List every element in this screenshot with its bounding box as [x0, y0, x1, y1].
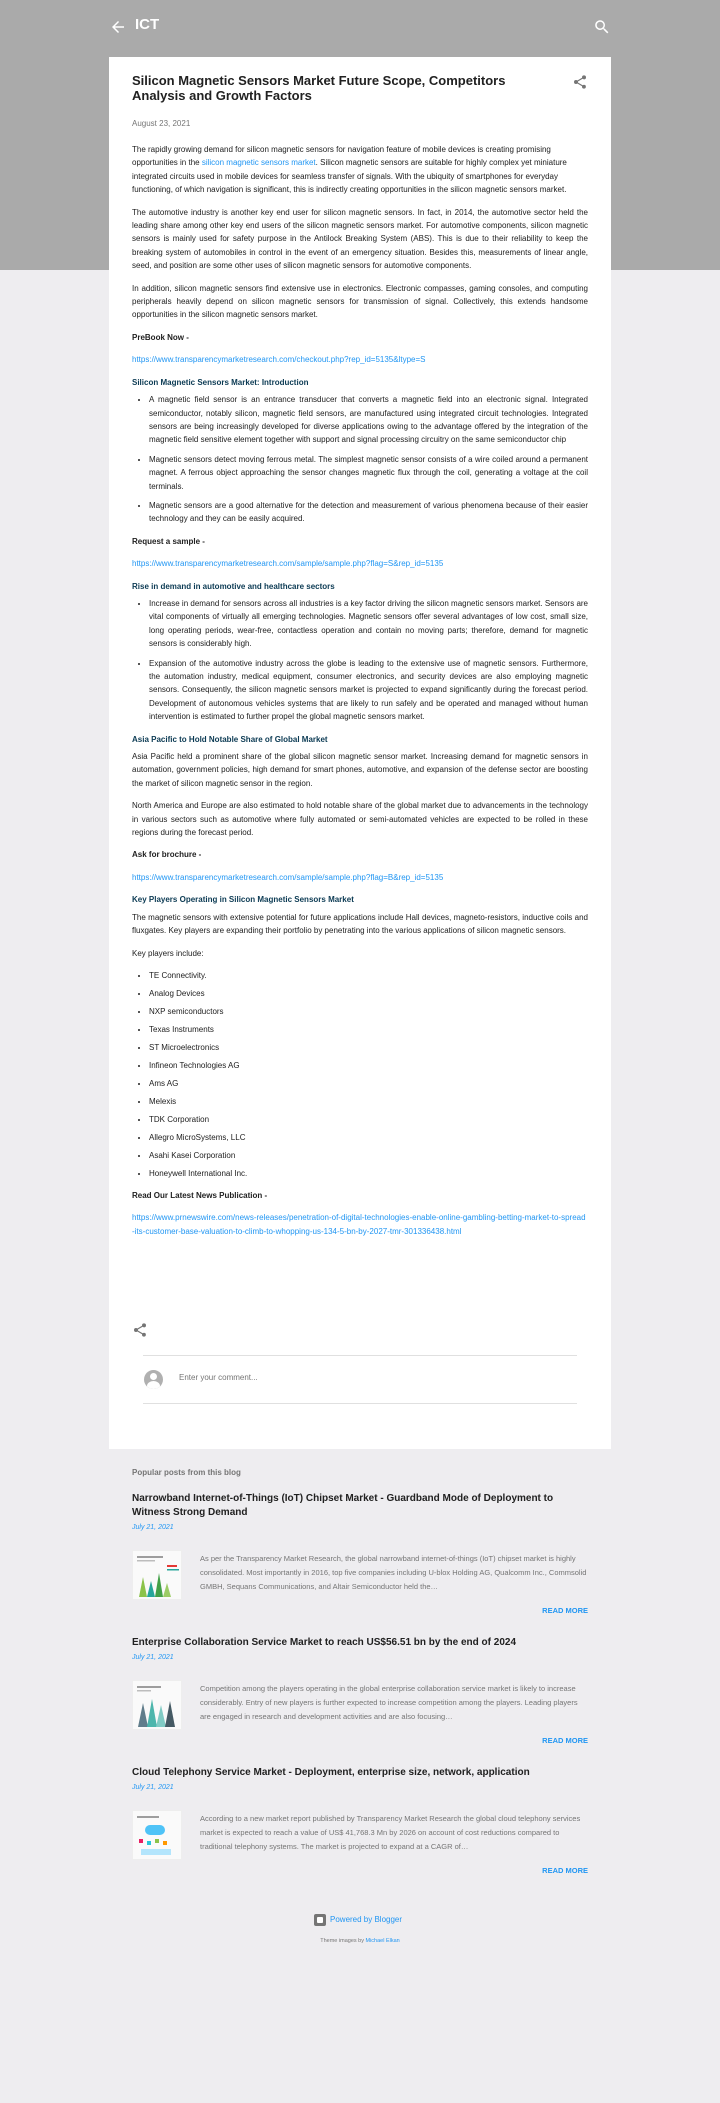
post — [132, 73, 588, 1247]
post-card — [109, 57, 611, 1449]
comment-input[interactable] — [179, 1373, 569, 1382]
list-item: • Melexis — [149, 1095, 588, 1108]
intro-list — [149, 393, 588, 526]
powered-by-label: Powered by Blogger — [330, 1915, 403, 1924]
intro-heading: Silicon Magnetic Sensors Market: Introduction — [132, 377, 309, 387]
theme-credit-label: Theme images by — [320, 1938, 366, 1944]
intro-paragraph — [132, 143, 588, 197]
list-item: • Honeywell International Inc. — [149, 1167, 588, 1180]
popular-posts — [132, 1468, 588, 1875]
list-item: • TDK Corporation — [149, 1113, 588, 1126]
market-link[interactable]: silicon magnetic sensors market — [201, 158, 316, 168]
thumbnail-image — [133, 1681, 182, 1730]
popular-post-date: July 21, 2021 — [132, 1654, 174, 1661]
divider — [143, 1403, 577, 1404]
list-item: • TE Connectivity. — [149, 969, 588, 982]
apac-paragraph: Asia Pacific held a prominent share of the global silicon magnetic sensor market. Increasing demand for magnetic sensors in automation, government policies, high demand for smart phones, automotive, and expansion of the defense sector are boosting the market of silicon magnetic sensor in the region. — [132, 752, 588, 788]
theme-author-link[interactable]: Michael Elkan — [365, 1938, 400, 1944]
avatar — [144, 1370, 163, 1389]
popular-post-snippet: As per the Transparency Market Research, the global narrowband internet-of-things (IoT) chipset market is highly consolidated. Most importantly in 2016, top five companies including U-blox Holding AG, Qualcomm Inc., Commsolid GMBH, Sequans Communications, and Altair Semiconductor held the… — [200, 1554, 587, 1591]
popular-post-snippet: Competition among the players operating in the global enterprise collaboration service market is likely to increase considerably. Entry of new players is further expected to increase competition among the players. Leading players are engaged in research and development activities and are also focusing… — [200, 1684, 578, 1721]
popular-post-date: July 21, 2021 — [132, 1784, 174, 1791]
news-link[interactable]: https://www.prnewswire.com/news-releases/penetration-of-digital-technologies-enable-online-gambling-betting-market-to-spread-its-customer-base-valuation-to-climb-to-whopping-us-134-5-bn-by-2027-tmr-301336438.html — [132, 1213, 586, 1236]
blog-title[interactable]: ICT — [135, 16, 160, 33]
popular-post-title[interactable]: Cloud Telephony Service Market - Deployment, enterprise size, network, application — [132, 1767, 530, 1778]
divider — [143, 1355, 577, 1356]
post-body — [132, 143, 588, 1238]
read-more-link[interactable]: READ MORE — [542, 1736, 588, 1745]
list-item: • Texas Instruments — [149, 1023, 588, 1036]
na-europe-paragraph: North America and Europe are also estimated to hold notable share of the global market due to advancements in the technology in various sectors such as automotive where fully automated or semi-automated vehicles are expected to be rolled in these regions during the forecast period. — [132, 801, 588, 838]
players-list — [149, 969, 588, 1180]
popular-post-snippet: According to a new market report published by Transparency Market Research the global cloud telephony services market is expected to reach a value of US$ 41,768.3 Mn by 2026 on account of cost reductions compared to traditional telephony systems. The market is projected to expand at a CAGR of… — [200, 1814, 581, 1851]
rise-list — [149, 597, 588, 724]
thumbnail-image — [133, 1811, 182, 1860]
prebook-label: PreBook Now - — [132, 332, 189, 342]
list-item: • NXP semiconductors — [149, 1005, 588, 1018]
list-item: • A magnetic field sensor is an entrance transducer that converts a magnetic field into an electronic signal. Integrated semiconductor, notably silicon, magnetic field sensors, are manufactured using integrated circuit technologies. Integrated sensors are being increasingly developed for diverse applications owing to the advantage offered by the integration of the magnetic field sensitive element together with support and signal processing circuitry on the same semiconductor chip — [149, 393, 588, 447]
players-heading: Key Players Operating in Silicon Magnetic Sensors Market — [132, 895, 354, 905]
list-item: • Expansion of the automotive industry across the globe is leading to the extensive use of magnetic sensors. Furthermore, the automation industry, medical equipment, consumer electronics, and security devices are also employing magnetic sensors. Consequently, the silicon magnetic sensors market is projected to expand significantly during the forecast period. Development of autonomous vehicles systems that are likely to run safely and be operated and managed without human intervention is estimated to further propel the global magnetic sensors market. — [149, 657, 588, 724]
rise-heading: Rise in demand in automotive and healthcare sectors — [132, 581, 335, 591]
blogger-icon — [314, 1914, 326, 1926]
prebook-link[interactable]: https://www.transparencymarketresearch.com/checkout.php?rep_id=5135&ltype=S — [132, 355, 426, 365]
search-icon[interactable] — [593, 18, 611, 36]
post-thumbnail[interactable] — [132, 1550, 182, 1600]
popular-post — [132, 1766, 588, 1875]
list-item: • Analog Devices — [149, 987, 588, 1000]
list-item: • Ams AG — [149, 1077, 588, 1090]
popular-post-date: July 21, 2021 — [132, 1524, 174, 1531]
news-label: Read Our Latest News Publication - — [132, 1190, 268, 1200]
list-item: • Allegro MicroSystems, LLC — [149, 1131, 588, 1144]
read-more-link[interactable]: READ MORE — [542, 1866, 588, 1875]
post-thumbnail[interactable] — [132, 1810, 182, 1860]
read-more-link[interactable]: READ MORE — [542, 1606, 588, 1615]
theme-credit — [0, 1938, 720, 1944]
app-bar — [109, 14, 611, 40]
intro-text-end: . Silicon magnetic sensors are suitable for highly complex yet miniature integrated circuits used in mobile devices for seamless transfer of signals. With the ubiquity of smartphones for everyday functioning, of which navigation is significant, this is indirectly creating opportunities in the silicon magnetic sensors market. — [132, 158, 567, 195]
sample-label: Request a sample - — [132, 536, 205, 546]
popular-posts-title: Popular posts from this blog — [132, 1468, 241, 1477]
popular-post — [132, 1636, 588, 1745]
automotive-paragraph: The automotive industry is another key end user for silicon magnetic sensors. In fact, in 2014, the automotive sector held the leading share among other key end users of the silicon magnetic sensors market. For automotive components, silicon magnetic sensors is mainly used for safety purpose in the Antilock Breaking System (ABS). This is due to their reliability to keep the breaking system of automobiles in control in the event of an emergency situation. Besides this, measurements of linear angle, seed, and position are some other uses of silicon magnetic sensors for automotive components. — [132, 207, 588, 271]
sample-link[interactable]: https://www.transparencymarketresearch.com/sample/sample.php?flag=S&rep_id=5135 — [132, 559, 444, 569]
list-item: • Magnetic sensors are a good alternative for the detection and measurement of various phenomena because of their easier technology and they can be easily acquired. — [149, 499, 588, 526]
list-item: • Increase in demand for sensors across all industries is a key factor driving the silicon magnetic sensors market. Sensors are vital components of virtually all emerging technologies. Magnetic sensors offer several advantages of low cost, small size, long operating periods, wear-free, contactless operation and contain no moving parts; therefore, demand for magnetic sensors is considerably high. — [149, 597, 588, 651]
players-paragraph: The magnetic sensors with extensive potential for future applications include Hall devices, magneto-resistors, inductive coils and fluxgates. Key players are expanding their portfolio by penetrating into the various applications of silicon magnetic sensors. — [132, 912, 588, 936]
share-icon[interactable] — [132, 1322, 148, 1338]
popular-post-title[interactable]: Narrowband Internet-of-Things (IoT) Chipset Market - Guardband Mode of Deployment to Witness Strong Demand — [132, 1493, 554, 1518]
brochure-link[interactable]: https://www.transparencymarketresearch.com/sample/sample.php?flag=B&rep_id=5135 — [132, 872, 444, 882]
list-item: • Asahi Kasei Corporation — [149, 1149, 588, 1162]
players-intro: Key players include: — [132, 948, 204, 958]
intro-text-start: The rapidly growing demand for silicon magnetic sensors for navigation feature of mobile devices is creating promising opportunities in the — [132, 145, 551, 168]
popular-post — [132, 1492, 588, 1615]
popular-post-title[interactable]: Enterprise Collaboration Service Market to reach US$56.51 bn by the end of 2024 — [132, 1637, 517, 1648]
post-date: August 23, 2021 — [132, 119, 191, 128]
arrow-left-icon[interactable] — [109, 18, 127, 36]
list-item: • Magnetic sensors detect moving ferrous metal. The simplest magnetic sensor consists of a wire coiled around a permanent magnet. A ferrous object approaching the sensor changes magnetic flux through the coil, generating a voltage at the coil terminals. — [149, 453, 588, 493]
list-item: • Infineon Technologies AG — [149, 1059, 588, 1072]
thumbnail-image — [133, 1551, 182, 1600]
post-thumbnail[interactable] — [132, 1680, 182, 1730]
brochure-label: Ask for brochure - — [132, 850, 202, 860]
list-item: • ST Microelectronics — [149, 1041, 588, 1054]
electronics-paragraph: In addition, silicon magnetic sensors find extensive use in electronics. Electronic compasses, gaming consoles, and computing peripherals heavily depend on silicon magnetic sensors for transmission of signal. Collectively, this extends handsome opportunities in the silicon magnetic sensors market. — [132, 283, 588, 320]
post-title: Silicon Magnetic Sensors Market Future Scope, Competitors Analysis and Growth Factors — [132, 73, 506, 103]
apac-heading: Asia Pacific to Hold Notable Share of Global Market — [132, 734, 328, 744]
